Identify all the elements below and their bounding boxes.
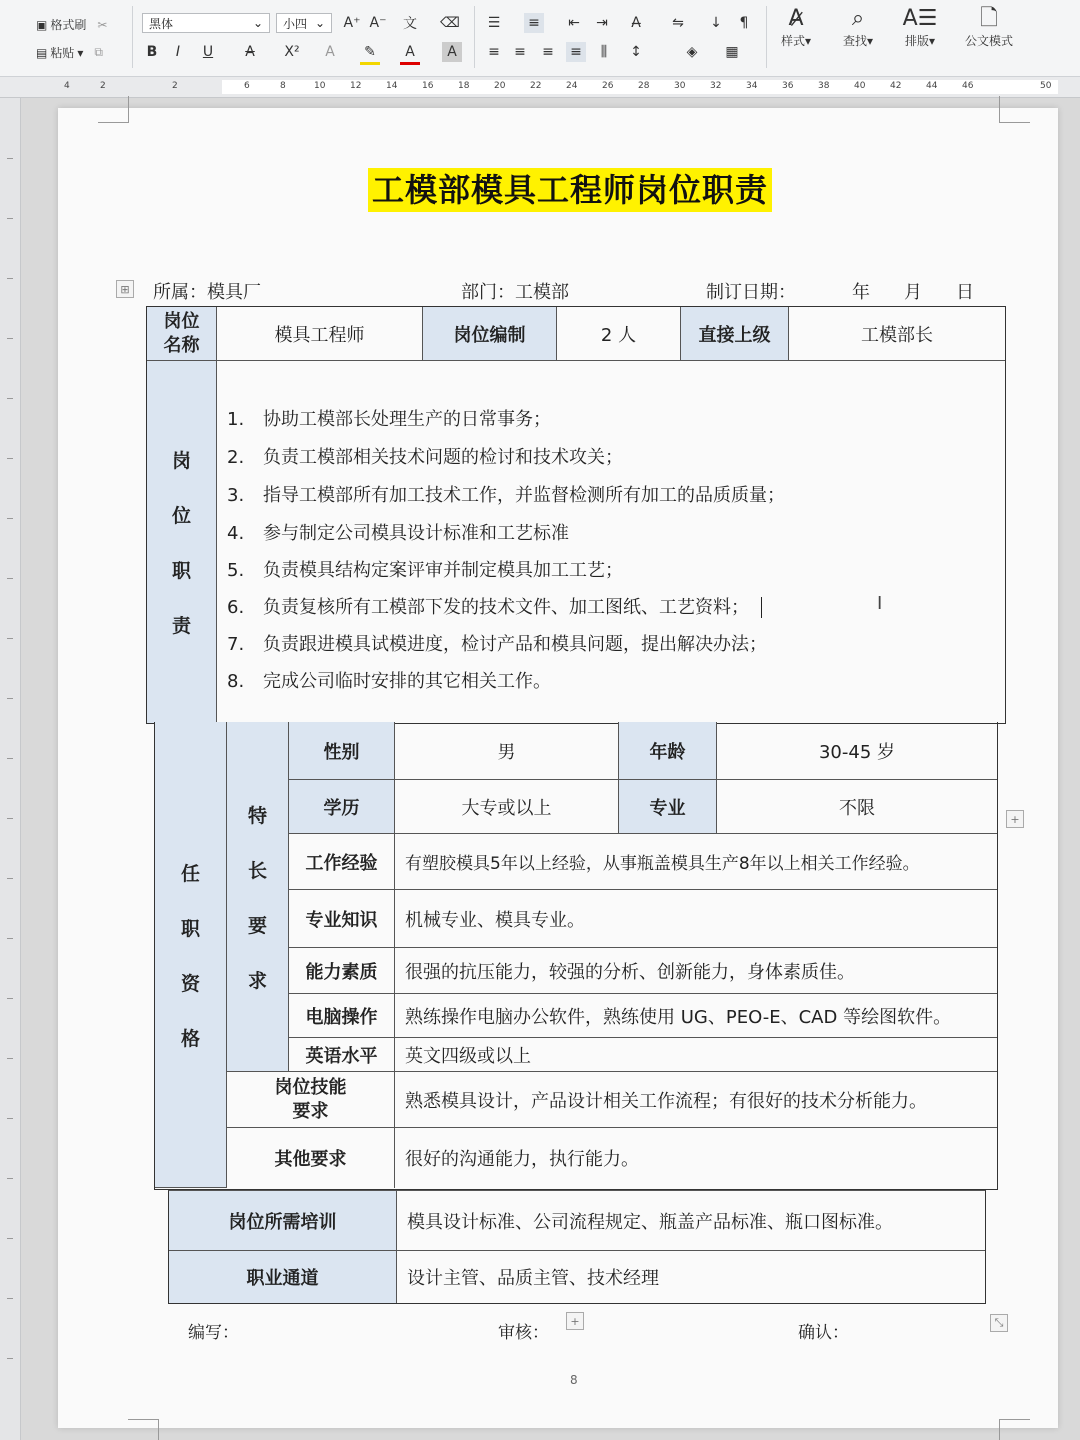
skill-label: 岗位技能 要求 (227, 1072, 395, 1128)
career-value[interactable]: 设计主管、品质主管、技术经理 (407, 1268, 659, 1289)
skill-value[interactable]: 熟悉模具设计，产品设计相关工作流程；有很好的技术分析能力。 (395, 1072, 997, 1128)
styles-icon: A̷ (788, 6, 804, 31)
list-item: 6. 负责复核所有工模部下发的技术文件、加工图纸、工艺资料； (227, 593, 768, 619)
training-table (168, 1190, 986, 1304)
duties-label: 岗 位 职 责 (147, 361, 217, 723)
i-beam-cursor-icon: I (877, 593, 883, 614)
align-right-icon[interactable]: ≡ (542, 44, 554, 60)
char-shading-icon[interactable]: A (442, 42, 462, 62)
document-icon: 🗋 (980, 6, 998, 31)
career-label: 职业通道 (169, 1251, 397, 1303)
knowledge-value[interactable]: 机械专业、模具专业。 (395, 890, 997, 948)
borders-icon[interactable]: ▦ (725, 44, 739, 60)
document-title: 工模部模具工程师岗位职责 (368, 168, 772, 212)
strikethrough-icon[interactable]: A (245, 44, 255, 60)
ability-label: 能力素质 (289, 948, 395, 994)
layout-icon: A☰ (902, 6, 938, 31)
age-value[interactable]: 30-45 岁 (717, 722, 997, 780)
english-value[interactable]: 英文四级或以上 (395, 1038, 997, 1072)
italic-icon[interactable]: I (175, 44, 181, 60)
styles-button[interactable]: A̷ 样式▾ (766, 6, 826, 49)
major-value[interactable]: 不限 (717, 780, 997, 834)
align-center-icon[interactable]: ≡ (514, 44, 526, 60)
text-direction-icon[interactable]: ⇋ (672, 15, 684, 31)
affiliation-text: 所属：模具厂 (153, 282, 261, 303)
table-resize-handle-icon[interactable]: ⤡ (990, 1314, 1008, 1332)
list-item: 8. 完成公司临时安排的其它相关工作。 (227, 671, 551, 692)
gender-label: 性别 (289, 722, 395, 780)
position-name-label: 岗位 名称 (147, 307, 217, 361)
experience-value[interactable]: 有塑胶模具5年以上经验，从事瓶盖模具生产8年以上相关工作经验。 (395, 834, 997, 890)
education-value[interactable]: 大专或以上 (395, 780, 619, 834)
chevron-down-icon: ⌄ (314, 16, 325, 30)
gender-value[interactable]: 男 (395, 722, 619, 780)
align-left-icon[interactable]: ≡ (488, 44, 500, 60)
font-color-icon[interactable]: A (400, 42, 420, 65)
bullet-list-icon[interactable]: ☰ (487, 15, 501, 31)
computer-label: 电脑操作 (289, 994, 395, 1038)
line-spacing-icon[interactable]: ↕ (630, 44, 642, 60)
writer-label: 编写： (188, 1323, 239, 1343)
page-number: 8 (570, 1373, 578, 1387)
text-effect-icon[interactable]: A (325, 44, 335, 60)
list-item: 1. 协助工模部长处理生产的日常事务； (227, 409, 551, 430)
duties-list[interactable] (217, 361, 1005, 723)
grow-font-icon[interactable]: A⁺ (343, 15, 361, 31)
vertical-ruler[interactable] (0, 98, 21, 1440)
date-day: 日 (956, 282, 974, 303)
revision-date-label: 制订日期： (706, 282, 796, 303)
knowledge-label: 专业知识 (289, 890, 395, 948)
horizontal-ruler[interactable]: 4 2 2 6 8 10 12 14 16 18 20 22 24 26 28 30 32 34 36 38 40 42 44 46 50 (0, 77, 1080, 98)
experience-label: 工作经验 (289, 834, 395, 890)
headcount-value[interactable]: 2 人 (557, 307, 681, 361)
other-label: 其他要求 (227, 1128, 395, 1188)
list-item: 7. 负责跟进模具试模进度，检讨产品和模具问题，提出解决办法； (227, 634, 767, 655)
computer-value[interactable]: 熟练操作电脑办公软件，熟练使用 UG、PEO-E、CAD 等绘图软件。 (395, 994, 997, 1038)
date-year: 年 (852, 282, 870, 303)
text-cursor (761, 597, 768, 618)
chinese-layout-icon[interactable]: A̶ (631, 15, 641, 31)
brush-icon: ▣ (36, 17, 48, 32)
distribute-icon[interactable]: ⫼ (600, 44, 608, 60)
ribbon-toolbar (0, 0, 1080, 77)
special-requirement-label: 特 长 要 求 (227, 722, 289, 1072)
confirm-label: 确认： (798, 1323, 849, 1343)
list-item: 5. 负责模具结构定案评审并制定模具加工工艺； (227, 560, 623, 581)
superior-label: 直接上级 (681, 307, 789, 361)
education-label: 学历 (289, 780, 395, 834)
chevron-down-icon: ⌄ (252, 16, 263, 30)
add-row-icon[interactable]: + (566, 1312, 584, 1330)
find-button[interactable]: ⌕ 查找▾ (828, 6, 888, 49)
list-item: 2. 负责工模部相关技术问题的检讨和技术攻关； (227, 447, 623, 468)
numbered-list-icon[interactable]: ≡ (524, 13, 544, 33)
bold-icon[interactable]: B (146, 44, 158, 60)
paste-button[interactable]: ▤ 粘贴 ▾ ⧉ (36, 45, 103, 60)
document-page[interactable] (58, 108, 1058, 1428)
english-label: 英语水平 (289, 1038, 395, 1072)
sort-icon[interactable]: ↓ (710, 15, 722, 31)
show-marks-icon[interactable]: ¶ (739, 15, 749, 31)
ability-value[interactable]: 很强的抗压能力，较强的分析、创新能力，身体素质佳。 (395, 948, 997, 994)
department-text: 部门：工模部 (461, 282, 569, 303)
clear-format-icon[interactable]: ⌫ (440, 15, 460, 31)
phonetic-guide-icon[interactable]: 文 (403, 16, 417, 32)
clipboard-icon: ▤ (36, 45, 48, 60)
date-month: 月 (904, 282, 922, 303)
training-label: 岗位所需培训 (169, 1191, 397, 1251)
copy-icon[interactable]: ⧉ (94, 45, 103, 59)
font-size-select[interactable]: 小四 ⌄ (276, 13, 332, 33)
cut-icon[interactable]: ✂ (97, 17, 108, 32)
reviewer-label: 审核： (498, 1323, 549, 1343)
duty-table (146, 306, 1006, 724)
format-painter-button[interactable]: ▣ 格式刷 ✂ (36, 17, 108, 32)
shading-icon[interactable]: ◈ (686, 44, 698, 60)
add-column-icon[interactable]: + (1006, 810, 1024, 828)
search-icon: ⌕ (851, 6, 865, 31)
increase-indent-icon[interactable]: ⇥ (596, 15, 608, 31)
position-name-value[interactable]: 模具工程师 (217, 307, 423, 361)
official-doc-mode-button[interactable]: 🗋 公文模式 (956, 6, 1022, 49)
headcount-label: 岗位编制 (423, 307, 557, 361)
layout-button[interactable]: A☰ 排版▾ (890, 6, 950, 49)
other-value[interactable]: 很好的沟通能力，执行能力。 (405, 1149, 639, 1170)
major-label: 专业 (619, 780, 717, 834)
training-value[interactable]: 模具设计标准、公司流程规定、瓶盖产品标准、瓶口图标准。 (397, 1191, 985, 1251)
superior-value[interactable]: 工模部长 (789, 307, 1005, 361)
highlight-icon[interactable]: ✎ (360, 42, 380, 65)
justify-icon[interactable]: ≡ (566, 42, 586, 62)
table-move-handle-icon[interactable]: ⊞ (116, 280, 134, 298)
list-item: 3. 指导工模部所有加工技术工作，并监督检测所有加工的品质质量； (227, 485, 785, 506)
list-item: 4. 参与制定公司模具设计标准和工艺标准 (227, 523, 569, 544)
font-name-select[interactable]: 黑体 ⌄ (142, 13, 270, 33)
superscript-icon[interactable]: X² (284, 44, 300, 60)
underline-icon[interactable]: U (202, 44, 214, 60)
shrink-font-icon[interactable]: A⁻ (369, 15, 387, 31)
qualification-label: 任 职 资 格 (155, 722, 227, 1188)
decrease-indent-icon[interactable]: ⇤ (568, 15, 580, 31)
age-label: 年龄 (619, 722, 717, 780)
qualification-table (154, 722, 998, 1190)
